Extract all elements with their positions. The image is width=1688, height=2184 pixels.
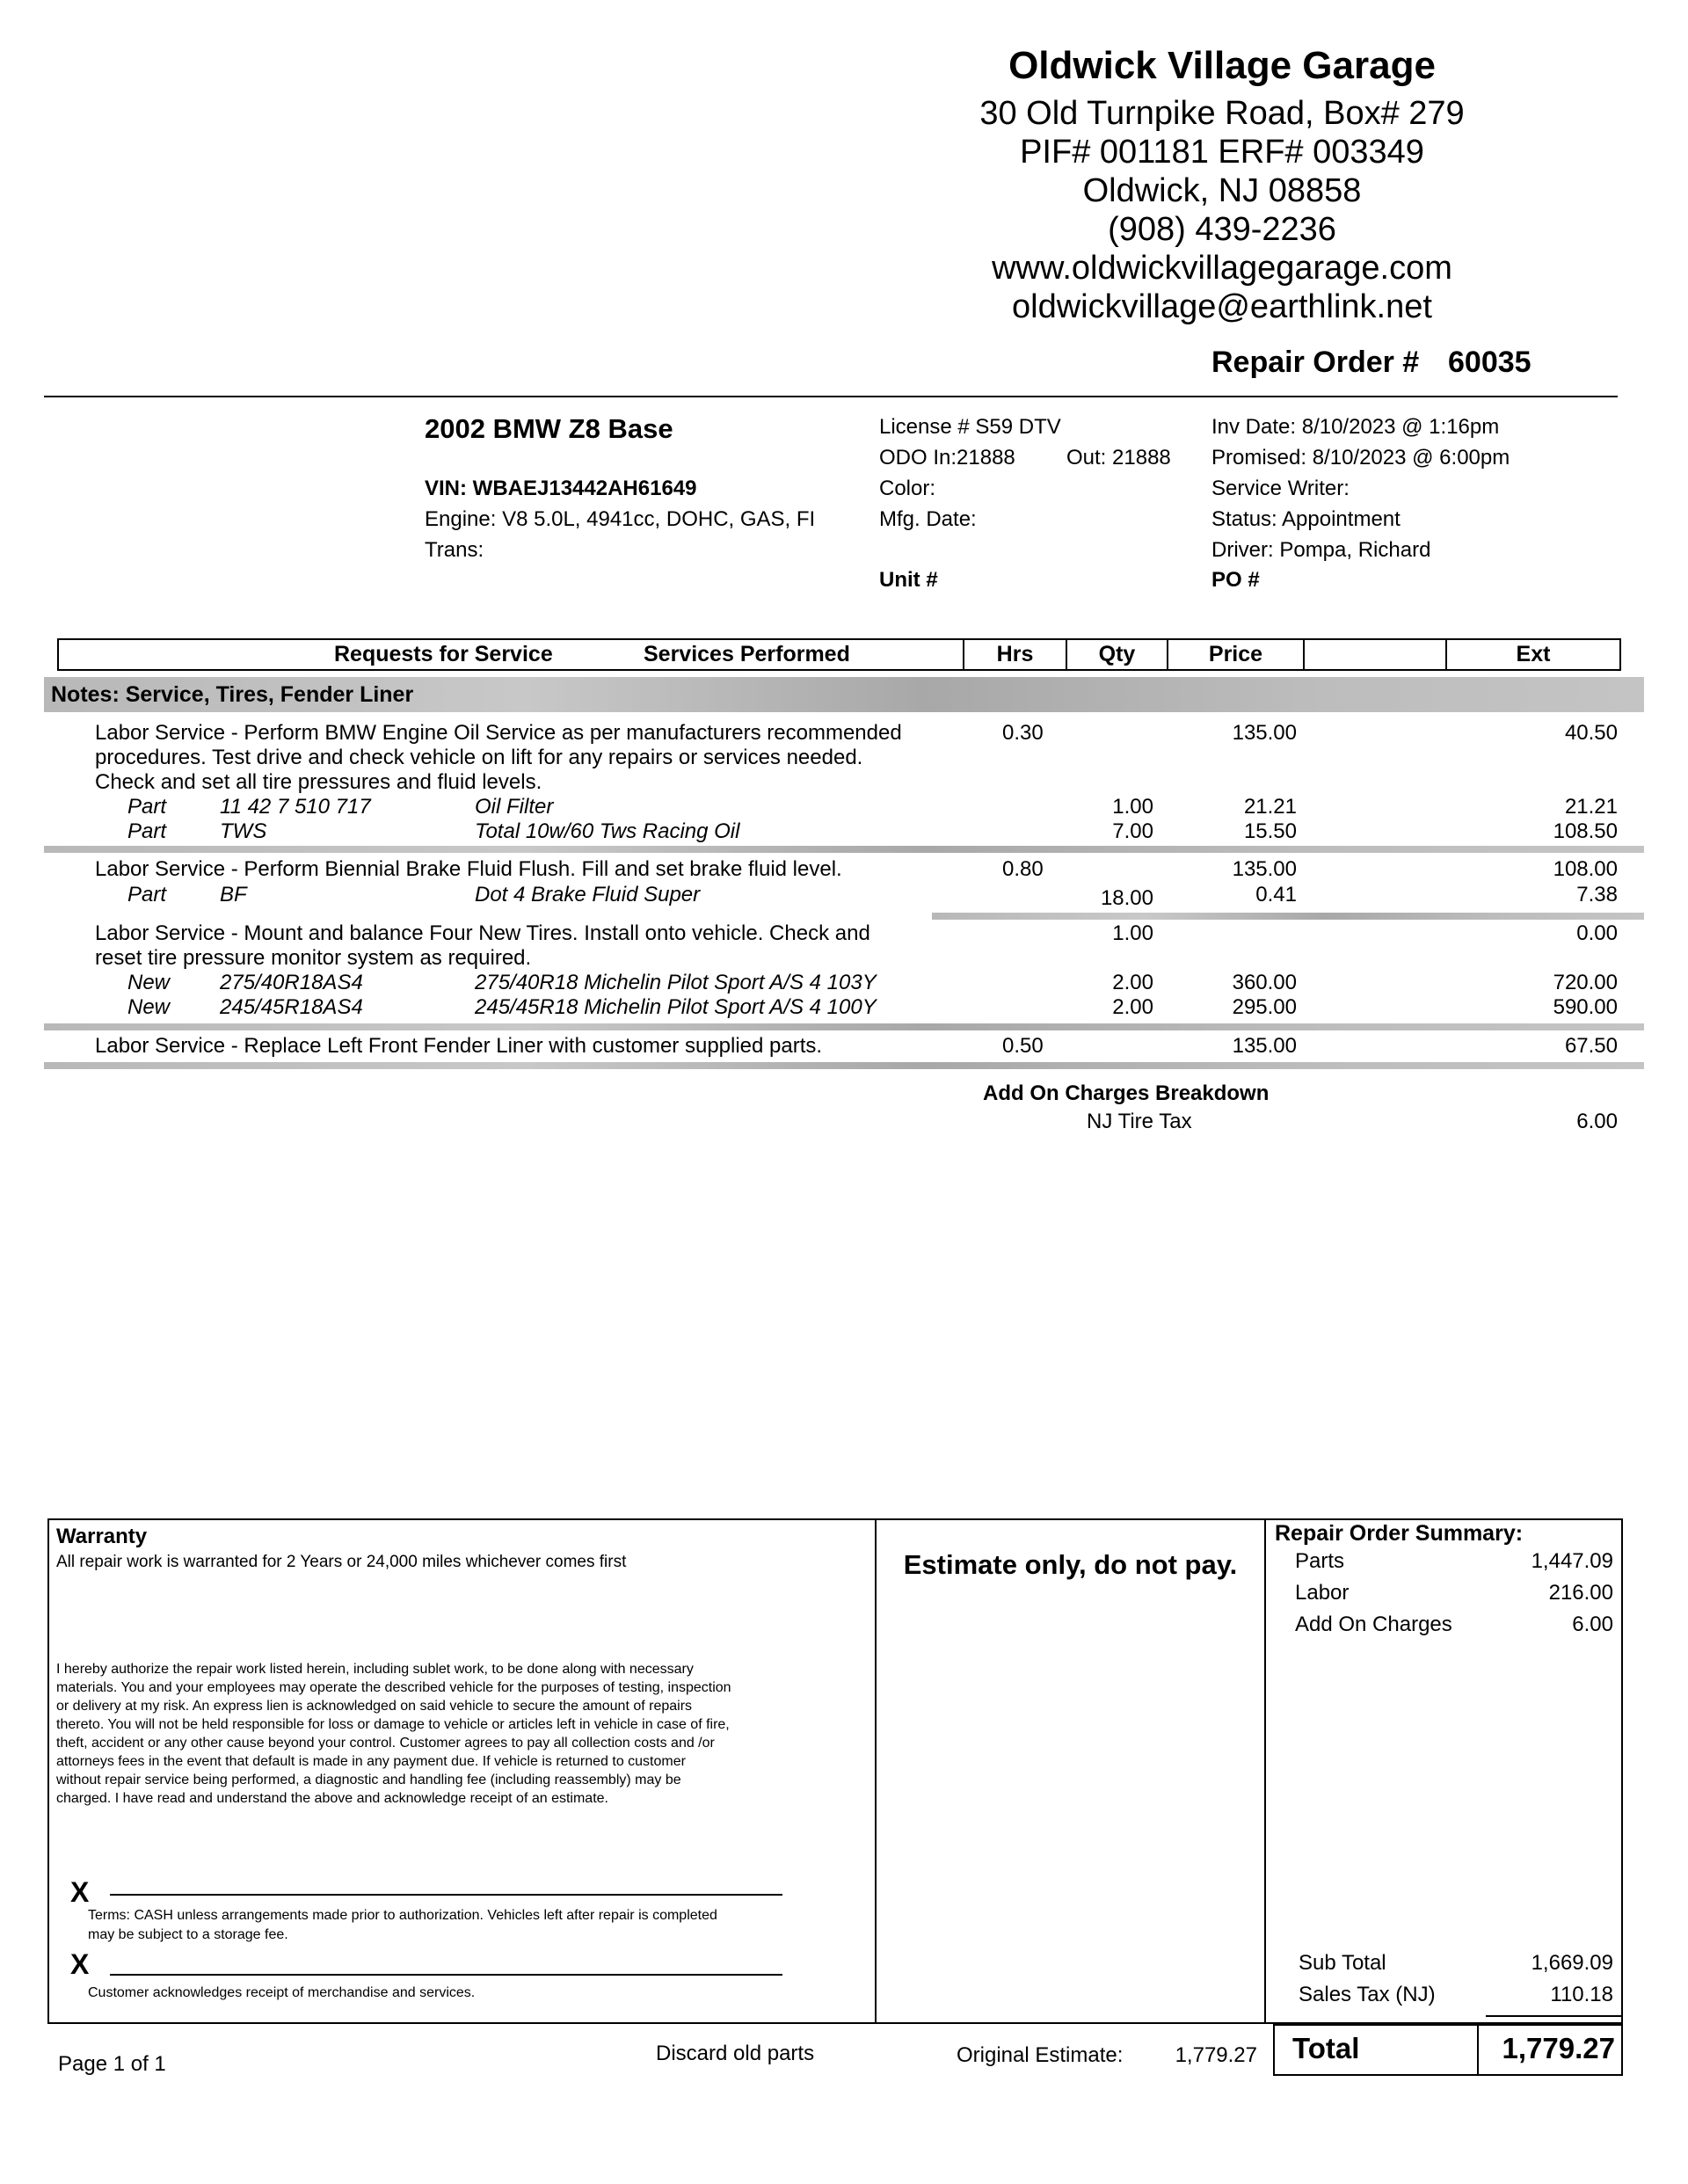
part-row-type: Part: [127, 795, 167, 819]
labor-line-oil-2: procedures. Test drive and check vehicle on lift for any repairs or services needed.: [95, 746, 863, 769]
warranty-text: All repair work is warranted for 2 Years or 24,000 miles whichever comes first: [56, 1553, 627, 1571]
summary-parts-label: Parts: [1295, 1549, 1345, 1573]
part-row-ext: 7.38: [1576, 883, 1618, 906]
part-row-ext: 21.21: [1564, 795, 1618, 819]
driver: Driver: Pompa, Richard: [1211, 538, 1431, 562]
page-number: Page 1 of 1: [58, 2052, 166, 2076]
signature-x-authorization: X: [70, 1876, 90, 1908]
auth-line: attorneys fees in the event that default is made in any payment due. If vehicle is returned to customer: [56, 1754, 686, 1769]
labor-oil-hrs: 0.30: [1002, 721, 1044, 745]
terms-line: may be subject to a storage fee.: [88, 1927, 288, 1942]
bottom-panel: [47, 1518, 1623, 2024]
col-requests: Requests for Service: [334, 642, 553, 666]
labor-fender-ext: 67.50: [1564, 1034, 1618, 1058]
labor-brake-ext: 108.00: [1553, 857, 1618, 881]
garage-address: 30 Old Turnpike Road, Box# 279: [979, 95, 1465, 132]
labor-oil-price: 135.00: [1232, 721, 1297, 745]
summary-title: Repair Order Summary:: [1275, 1521, 1524, 1546]
part-row-price: 21.21: [1243, 795, 1297, 819]
summary-addon-value: 6.00: [1572, 1613, 1613, 1636]
part-row-type: New: [127, 995, 171, 1019]
part-row-price: 0.41: [1255, 883, 1297, 906]
part-row-qty: 2.00: [1112, 971, 1153, 994]
part-row-price: 15.50: [1243, 819, 1297, 843]
part-row-ext: 720.00: [1553, 971, 1618, 994]
part-row-qty: 1.00: [1112, 795, 1153, 819]
inv-date: Inv Date: 8/10/2023 @ 1:16pm: [1211, 415, 1500, 439]
total-value: 1,779.27: [1502, 2032, 1615, 2064]
auth-line: thereto. You will not be held responsible for loss or damage to vehicle or articles left in vehicle in case of fire,: [56, 1717, 730, 1732]
signature-x-receipt: X: [70, 1948, 90, 1980]
total-label: Total: [1292, 2032, 1360, 2064]
part-row-desc: Dot 4 Brake Fluid Super: [475, 883, 701, 906]
labor-brake-hrs: 0.80: [1002, 857, 1044, 881]
row-separator: [44, 846, 1644, 853]
labor-oil-ext: 40.50: [1564, 721, 1618, 745]
part-row-type: Part: [127, 883, 167, 906]
signature-line-authorization[interactable]: [110, 1894, 782, 1896]
notes-text: Notes: Service, Tires, Fender Liner: [51, 682, 414, 707]
part-row-number: TWS: [220, 819, 267, 843]
vehicle-engine: Engine: V8 5.0L, 4941cc, DOHC, GAS, FI: [425, 507, 816, 531]
add-on-value: 6.00: [1576, 1110, 1618, 1133]
auth-line: or delivery at my risk. An express lien is acknowledged on said vehicle to secure the amount of repairs: [56, 1699, 693, 1714]
order-status: Status: Appointment: [1211, 507, 1401, 531]
labor-fender-price: 135.00: [1232, 1034, 1297, 1058]
part-row-qty: 2.00: [1112, 995, 1153, 1019]
vehicle-mfg-date: Mfg. Date:: [879, 507, 977, 531]
labor-brake-price: 135.00: [1232, 857, 1297, 881]
summary-tax-label: Sales Tax (NJ): [1299, 1983, 1436, 2006]
part-row-type: Part: [127, 819, 167, 843]
vehicle-odo-in: ODO In:21888: [879, 446, 1015, 470]
part-row-desc: Total 10w/60 Tws Racing Oil: [475, 819, 740, 843]
auth-line: without repair service being performed, a diagnostic and handling fee (including reassembly) may be: [56, 1773, 681, 1787]
col-hrs: Hrs: [996, 642, 1034, 666]
terms-line: Terms: CASH unless arrangements made prior to authorization. Vehicles left after repair is completed: [88, 1908, 717, 1923]
part-row-ext: 108.50: [1553, 819, 1618, 843]
part-row-desc: Oil Filter: [475, 795, 554, 819]
labor-line-fender: Labor Service - Replace Left Front Fender Liner with customer supplied parts.: [95, 1034, 823, 1058]
part-row-price: 295.00: [1232, 995, 1297, 1019]
vehicle-unit: Unit #: [879, 568, 938, 592]
repair-order-label: Repair Order #: [1211, 346, 1420, 379]
auth-line: materials. You and your employees may operate the described vehicle for the purposes of testing, inspection: [56, 1680, 731, 1695]
po-number: PO #: [1211, 568, 1260, 592]
part-row-number: 245/45R18AS4: [220, 995, 363, 1019]
part-row-ext: 590.00: [1553, 995, 1618, 1019]
vehicle-license: License # S59 DTV: [879, 415, 1061, 439]
promised-date: Promised: 8/10/2023 @ 6:00pm: [1211, 446, 1510, 470]
service-writer: Service Writer:: [1211, 477, 1350, 500]
col-qty: Qty: [1098, 642, 1136, 666]
add-on-label: NJ Tire Tax: [1087, 1110, 1192, 1133]
summary-tax-value: 110.18: [1550, 1983, 1613, 2006]
panel-divider-left: [875, 1518, 877, 2024]
vehicle-color: Color:: [879, 477, 936, 500]
part-row-desc: 245/45R18 Michelin Pilot Sport A/S 4 100Y: [475, 995, 877, 1019]
part-row-qty: 18.00: [1100, 886, 1153, 910]
labor-tires-ext: 0.00: [1576, 921, 1618, 945]
summary-labor-value: 216.00: [1548, 1581, 1613, 1605]
labor-line-oil-3: Check and set all tire pressures and fluid levels.: [95, 770, 542, 794]
repair-order-number: 60035: [1448, 346, 1532, 379]
ack-text: Customer acknowledges receipt of merchandise and services.: [88, 1985, 476, 2000]
estimate-notice: Estimate only, do not pay.: [903, 1549, 1238, 1580]
col-price: Price: [1208, 642, 1263, 666]
garage-phone: (908) 439-2236: [1108, 211, 1336, 248]
part-row-number: 275/40R18AS4: [220, 971, 363, 994]
discard-old-parts: Discard old parts: [656, 2042, 815, 2065]
summary-labor-label: Labor: [1295, 1581, 1350, 1605]
original-estimate-label: Original Estimate:: [957, 2043, 1124, 2067]
labor-line-tires-2: reset tire pressure monitor system as required.: [95, 946, 532, 970]
total-rule: [1486, 2015, 1623, 2017]
auth-line: charged. I have read and understand the above and acknowledge receipt of an estimate.: [56, 1791, 608, 1806]
original-estimate-value: 1,779.27: [1175, 2043, 1257, 2067]
row-separator: [44, 1023, 1644, 1030]
col-ext: Ext: [1516, 642, 1551, 666]
garage-website: www.oldwickvillagegarage.com: [992, 250, 1452, 287]
row-separator: [44, 1062, 1644, 1069]
vehicle-odo-out: Out: 21888: [1066, 446, 1171, 470]
vehicle-trans: Trans:: [425, 538, 484, 562]
part-row-price: 360.00: [1232, 971, 1297, 994]
labor-line-brake: Labor Service - Perform Biennial Brake Fluid Flush. Fill and set brake fluid level.: [95, 857, 842, 881]
part-row-number: BF: [220, 883, 247, 906]
row-separator: [932, 913, 1644, 920]
garage-pif: PIF# 001181 ERF# 003349: [1020, 134, 1424, 171]
labor-tires-hrs: 1.00: [1112, 921, 1153, 945]
labor-line-tires-1: Labor Service - Mount and balance Four New Tires. Install onto vehicle. Check and: [95, 921, 870, 945]
labor-fender-hrs: 0.50: [1002, 1034, 1044, 1058]
auth-line: theft, accident or any other cause beyond your control. Customer agrees to pay all collection costs and /or: [56, 1736, 715, 1751]
part-row-desc: 275/40R18 Michelin Pilot Sport A/S 4 103Y: [475, 971, 877, 994]
add-on-title: Add On Charges Breakdown: [983, 1081, 1270, 1105]
garage-name: Oldwick Village Garage: [1008, 44, 1436, 87]
part-row-type: New: [127, 971, 171, 994]
vehicle-vin: VIN: WBAEJ13442AH61649: [425, 477, 697, 500]
part-row-number: 11 42 7 510 717: [220, 795, 371, 819]
header-divider: [44, 396, 1618, 397]
garage-email: oldwickvillage@earthlink.net: [1012, 288, 1432, 325]
summary-addon-label: Add On Charges: [1295, 1613, 1452, 1636]
garage-city: Oldwick, NJ 08858: [1082, 172, 1362, 209]
warranty-title: Warranty: [56, 1525, 148, 1548]
panel-divider-right: [1264, 1518, 1266, 2024]
part-row-qty: 7.00: [1112, 819, 1153, 843]
summary-subtotal-label: Sub Total: [1299, 1951, 1386, 1975]
signature-line-receipt[interactable]: [110, 1974, 782, 1976]
labor-line-oil-1: Labor Service - Perform BMW Engine Oil Service as per manufacturers recommended: [95, 721, 902, 745]
auth-line: I hereby authorize the repair work listed herein, including sublet work, to be done along with necessary: [56, 1662, 694, 1677]
summary-subtotal-value: 1,669.09: [1531, 1951, 1613, 1975]
col-header-blank-cell: [1303, 638, 1447, 671]
summary-parts-value: 1,447.09: [1531, 1549, 1613, 1573]
col-services: Services Performed: [644, 642, 850, 666]
vehicle-title: 2002 BMW Z8 Base: [425, 413, 673, 444]
